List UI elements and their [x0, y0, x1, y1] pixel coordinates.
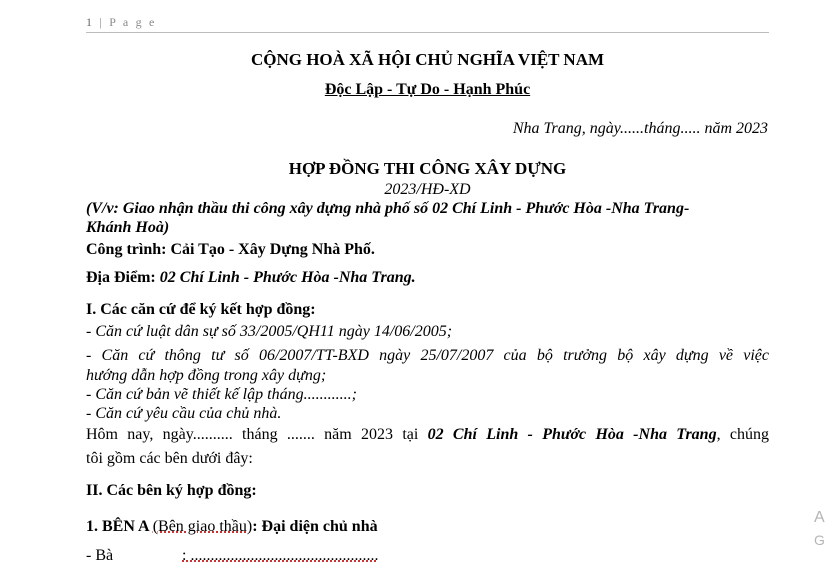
- contract-title: HỢP ĐỒNG THI CÔNG XÂY DỰNG: [288, 159, 567, 178]
- basis-item: - Căn cứ bản vẽ thiết kế lập tháng............;: [86, 386, 357, 403]
- location-label: Địa Điểm:: [86, 269, 160, 286]
- location-value: 02 Chí Linh - Phước Hòa -Nha Trang.: [159, 269, 416, 286]
- basis-item: hướng dẫn hợp đồng trong xây dựng;: [86, 367, 327, 384]
- party-a-rest: : Đại diện chủ nhà: [252, 518, 378, 535]
- side-letter: G: [814, 532, 825, 548]
- party-a-line: [86, 517, 378, 536]
- contract-number: 2023/HĐ-XD: [384, 181, 471, 198]
- party-a-rep-label: - Bà: [86, 547, 114, 564]
- side-letter: A: [814, 509, 825, 526]
- subject-line-1: (V/v: Giao nhận thầu thi công xây dựng nhà phố số 02 Chí Linh - Phước Hòa -Nha Trang-: [86, 200, 690, 217]
- basis-item: - Căn cứ yêu cầu của chủ nhà.: [86, 405, 282, 422]
- national-title: CỘNG HOÀ XÃ HỘI CHỦ NGHĨA VIỆT NAM: [250, 50, 605, 69]
- page-header: [86, 15, 769, 33]
- today-line: [86, 425, 769, 444]
- page-separator: |: [94, 15, 110, 29]
- page-label: P a g e: [109, 15, 157, 29]
- today-line-2: tôi gồm các bên dưới đây:: [86, 450, 253, 467]
- basis-item: - Căn cứ luật dân sự số 33/2005/QH11 ngày 14/06/2005;: [86, 323, 453, 340]
- subject-line-2: Khánh Hoà): [86, 219, 170, 236]
- location-line: [86, 268, 416, 287]
- today-pre: Hôm nay, ngày.......... tháng ....... năm 2023 tại: [86, 426, 428, 443]
- place-date: Nha Trang, ngày......tháng..... năm 2023: [512, 120, 768, 137]
- motto: Độc Lập - Tự Do - Hạnh Phúc: [324, 81, 531, 98]
- today-post: , chúng: [716, 426, 769, 443]
- today-place: 02 Chí Linh - Phước Hòa -Nha Trang: [427, 426, 717, 443]
- party-a-role: (Bên giao thầu): [152, 518, 253, 535]
- basis-item: - Căn cứ thông tư số 06/2007/TT-BXD ngày 25/07/2007 của bộ trưởng bộ xây dựng về việc: [86, 347, 769, 364]
- page-number: 1: [86, 15, 95, 29]
- project-line: Công trình: Cải Tạo - Xây Dựng Nhà Phố.: [86, 241, 375, 258]
- party-a-number: 1. BÊN A: [86, 518, 153, 535]
- section-1-title: I. Các căn cứ để ký kết hợp đồng:: [86, 301, 316, 318]
- section-2-title: II. Các bên ký hợp đồng:: [86, 482, 257, 499]
- party-a-rep-value: : ...............................................: [182, 547, 379, 564]
